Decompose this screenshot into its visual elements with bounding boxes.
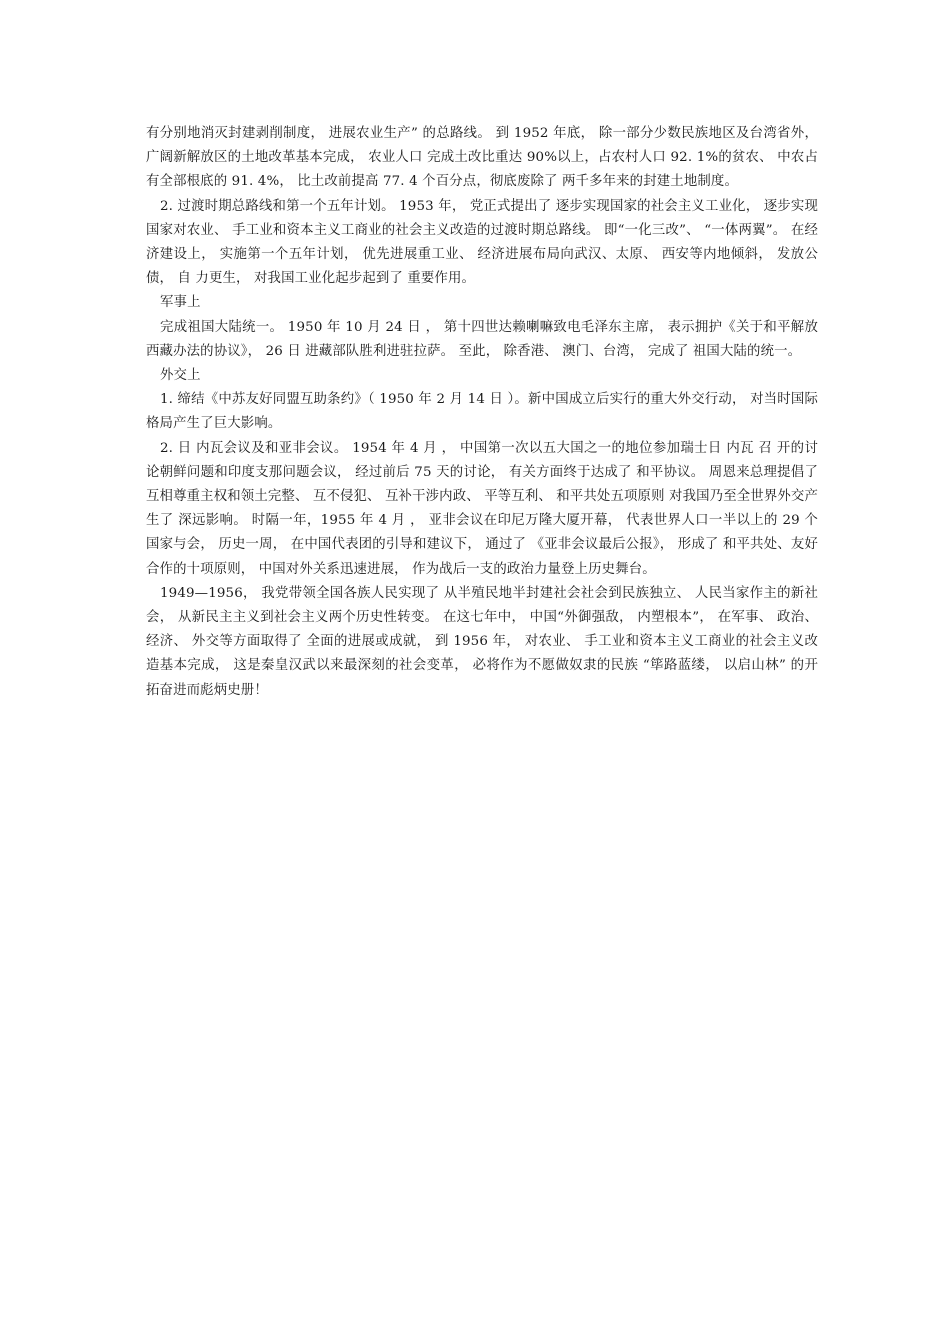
paragraph-geneva-bandung: 2. 日 内瓦会议及和亚非会议。 1954 年 4 月 ， 中国第一次以五大国之一的地位参加瑞士日 内瓦 召 开的讨论朝鲜问题和印度支那问题会议， 经过前后 75 天的讨论， 有关方面终于达成了 和平协议。 周恩来总理提倡了 互相尊重主权和领土完整、 互不侵犯、 互补干涉内政、 平等互利、 和平共处五项原则 对我国乃至全世界外交产生了 深远影响。 时隔一年，1955 年 4 月 ， 亚非会议在印尼万隆大厦开幕， 代表世界人口一半以上的 29 个国家与会， 历史一周， 在中国代表团的引导和建议下， 通过了 《亚非会议最后公报》， 形成了 和平共处、友好合作的十项原则， 中国对外关系迅速进展， 作为战后一支的政治力量登上历史舞台。 (146, 440, 818, 577)
paragraph-summary: 1949—1956， 我党带领全国各族人民实现了 从半殖民地半封建社会社会到民族独立、 人民当家作主的新社会， 从新民主主义到社会主义两个历史性转变。 在这七年中， 中国“外御强敌， 内塑根本”， 在军事、 政治、 经济、 外交等方面取得了 全面的进展或成就， 到 1956 年， 对农业、 手工业和资本主义工商业的社会主义改造基本完成， 这是秦皇汉武以来最深刻的社会变革， 必将作为不愿做奴隶的民族 “筚路蓝缕， 以启山林” 的开拓奋进而彪炳史册！ (146, 585, 818, 698)
paragraph-reunification: 完成祖国大陆统一。 1950 年 10 月 24 日 ， 第十四世达赖喇嘛致电毛泽东主席， 表示拥护《关于和平解放西藏办法的协议》， 26 日 进藏部队胜利进驻拉萨。 至此， 除香港、 澳门、台湾， 完成了 祖国大陆的统一。 (146, 319, 818, 359)
section-heading-military: 军事上 (160, 295, 201, 311)
section-heading-diplomacy: 外交上 (160, 368, 201, 384)
paragraph-land-reform: 有分别地消灭封建剥削制度， 进展农业生产” 的总路线。 到 1952 年底， 除一部分少数民族地区及台湾省外， 广阔新解放区的土地改革基本完成， 农业人口 完成土改比重达 90%以上，占农村人口 92. 1%的贫农、 中农占有全部根底的 91. 4%， 比土改前提高 77. 4 个百分点，彻底废除了 两千多年来的封建土地制度。 (146, 126, 818, 190)
paragraph-sino-soviet-treaty: 1. 缔结《中苏友好同盟互助条约》（ 1950 年 2 月 14 日 ）。新中国成立后实行的重大外交行动， 对当时国际格局产生了巨大影响。 (146, 392, 818, 432)
document-page (146, 122, 818, 703)
paragraph-transition-period: 2. 过渡时期总路线和第一个五年计划。 1953 年， 党正式提出了 逐步实现国家的社会主义工业化， 逐步实现国家对农业、 手工业和资本主义工商业的社会主义改造的过渡时期总路线。 即“一化三改”、 “一体两翼”。 在经济建设上， 实施第一个五年计划， 优先进展重工业、 经济进展布局向武汉、太原、 西安等内地倾斜， 发放公债， 自 力更生， 对我国工业化起步起到了 重要作用。 (146, 198, 818, 287)
